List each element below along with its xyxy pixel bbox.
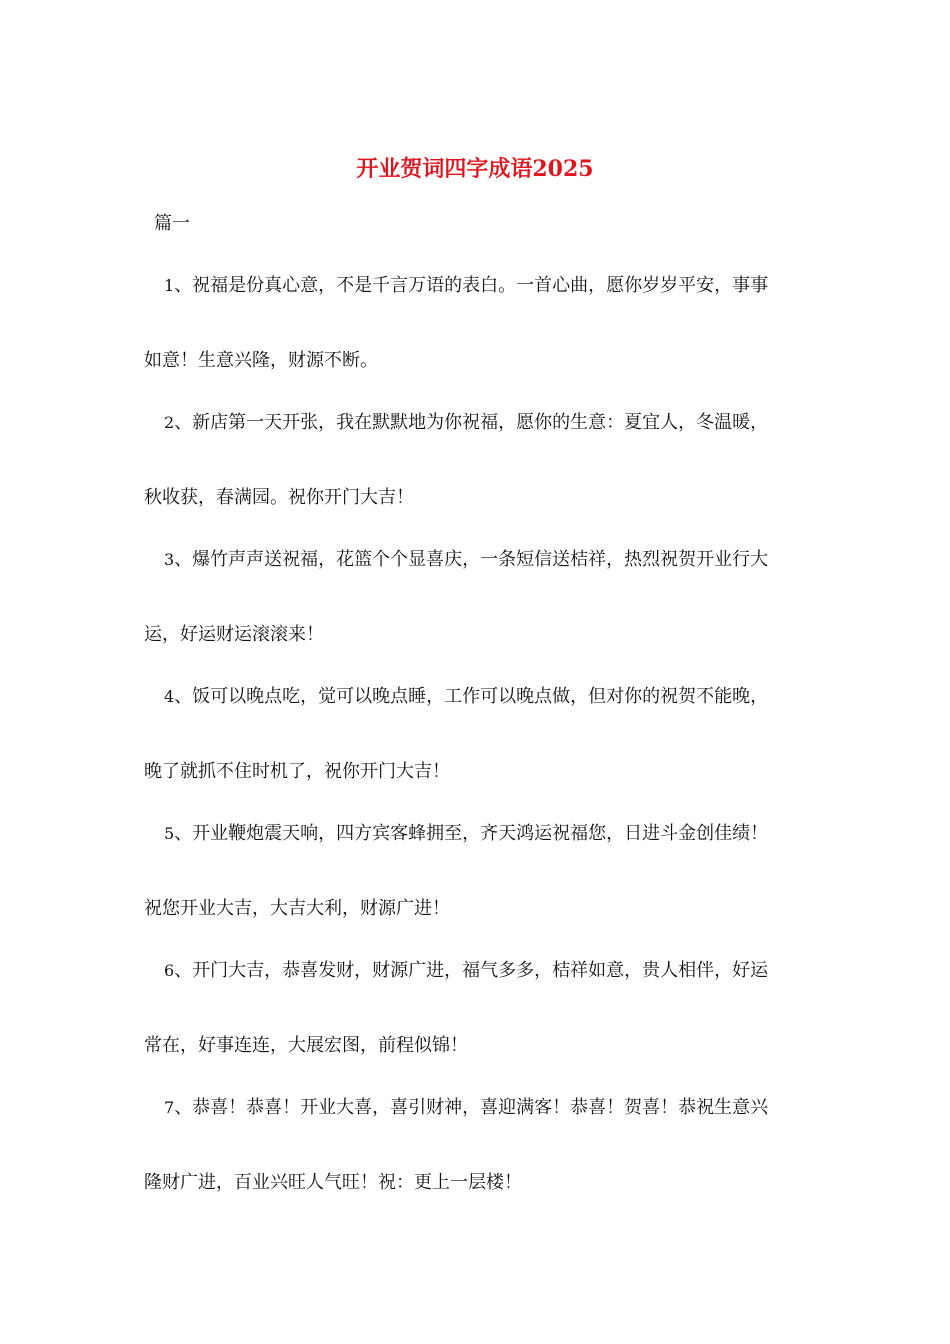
wish-item-line: 秋收获，春满园。祝你开门大吉！ [144,487,414,508]
item-text: 、恭喜！恭喜！开业大喜，喜引财神，喜迎满客！恭喜！贺喜！恭祝生意兴 [174,1097,769,1118]
wish-item-7 [144,1095,808,1196]
item-text: 、爆竹声声送祝福，花篮个个显喜庆，一条短信送桔祥，热烈祝贺开业行大 [174,549,769,570]
wish-item-line: 隆财广进，百业兴旺人气旺！祝：更上一层楼！ [144,1172,522,1193]
wish-item-line [144,273,808,299]
item-text: 、祝福是份真心意，不是千言万语的表白。一首心曲，愿你岁岁平安，事事 [174,275,769,296]
item-number: 2 [164,413,175,432]
wish-item-line [144,547,808,573]
wish-item-5 [144,821,808,922]
item-number: 6 [164,961,175,980]
section-heading: 篇一 [154,213,190,234]
wish-item-line: 晚了就抓不住时机了，祝你开门大吉！ [144,761,450,782]
wish-item-line [144,958,808,984]
wish-item-6 [144,958,808,1059]
item-number: 3 [164,550,175,569]
wish-item-line: 常在，好事连连，大展宏图，前程似锦！ [144,1035,468,1056]
wish-item-line: 祝您开业大吉，大吉大利，财源广进！ [144,898,450,919]
wish-item-1 [144,273,808,374]
item-number: 7 [164,1098,175,1117]
wish-item-line [144,684,808,710]
wish-item-line [144,410,808,436]
wish-item-2 [144,410,808,511]
wish-item-line: 运，好运财运滚滚来！ [144,624,324,645]
item-text: 、开业鞭炮震天响，四方宾客蜂拥至，齐天鸿运祝福您，日进斗金创佳绩！ [174,823,769,844]
wish-item-line: 如意！生意兴隆，财源不断。 [144,350,378,371]
wish-item-line [144,1095,808,1121]
wish-item-4 [144,684,808,785]
item-text: 、新店第一天开张，我在默默地为你祝福，愿你的生意：夏宜人，冬温暖， [174,412,769,433]
item-number: 4 [164,687,175,706]
document-title: 开业贺词四字成语2025 [356,156,594,182]
item-number: 1 [164,276,175,295]
wish-item-line [144,821,808,847]
item-text: 、开门大吉，恭喜发财，财源广进，福气多多，桔祥如意，贵人相伴，好运 [174,960,769,981]
item-number: 5 [164,824,175,843]
wish-item-3 [144,547,808,648]
item-text: 、饭可以晚点吃，觉可以晚点睡，工作可以晚点做，但对你的祝贺不能晚， [174,686,769,707]
